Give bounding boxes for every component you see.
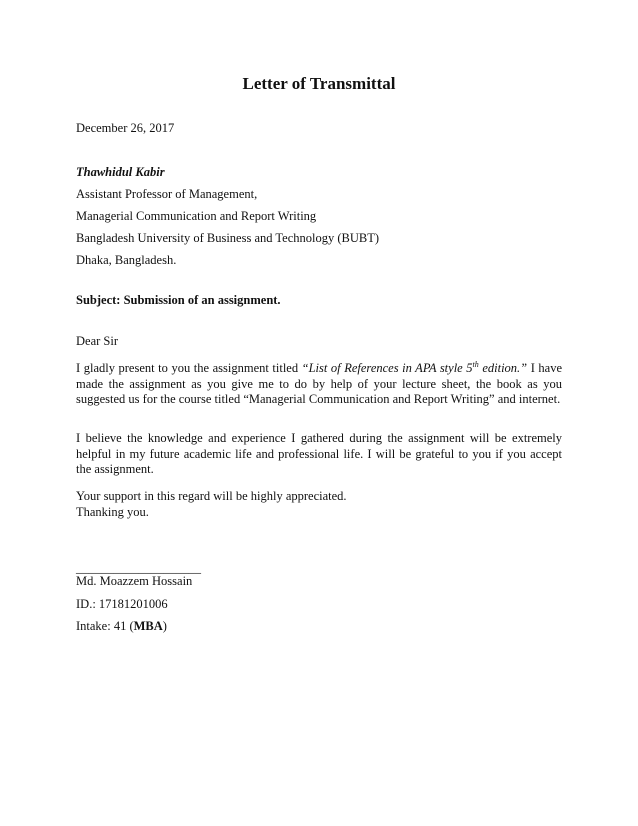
subject-line: Subject: Submission of an assignment. — [76, 293, 281, 307]
signature-rule: ____________________ — [76, 561, 201, 575]
body-paragraph-1 — [76, 361, 562, 408]
sender-intake: Intake: 41 (MBA) — [76, 619, 167, 633]
para1-lead: I gladly present to you the assignment titled — [76, 361, 299, 375]
salutation: Dear Sir — [76, 334, 118, 348]
recipient-city: Dhaka, Bangladesh. — [76, 253, 177, 267]
assignment-title: “List of References in APA style 5th edition.” — [301, 359, 528, 375]
recipient-department: Managerial Communication and Report Writing — [76, 209, 317, 223]
letter-title: Letter of Transmittal — [242, 74, 396, 93]
closing-thanks: Thanking you. — [76, 505, 149, 519]
sender-id: ID.: 17181201006 — [76, 597, 168, 611]
closing-line: Your support in this regard will be highly appreciated. — [76, 489, 347, 503]
body-paragraph-2: I believe the knowledge and experience I gathered during the assignment will be extremely helpful in my future academic life and professional life. I will be grateful to you if you accept the assignment. — [76, 431, 562, 476]
letter-date: December 26, 2017 — [76, 121, 175, 135]
para1-rest: I have made the assignment as you give me to do by help of your lecture sheet, the book as you suggested us for the course titled “Managerial Communication and Report Writing” and internet. — [76, 361, 563, 406]
recipient-university: Bangladesh University of Business and Technology (BUBT) — [76, 231, 380, 245]
sender-name: Md. Moazzem Hossain — [76, 574, 193, 588]
program-name: MBA — [133, 619, 163, 633]
recipient-title: Assistant Professor of Management, — [76, 187, 258, 201]
recipient-name: Thawhidul Kabir — [76, 165, 165, 179]
